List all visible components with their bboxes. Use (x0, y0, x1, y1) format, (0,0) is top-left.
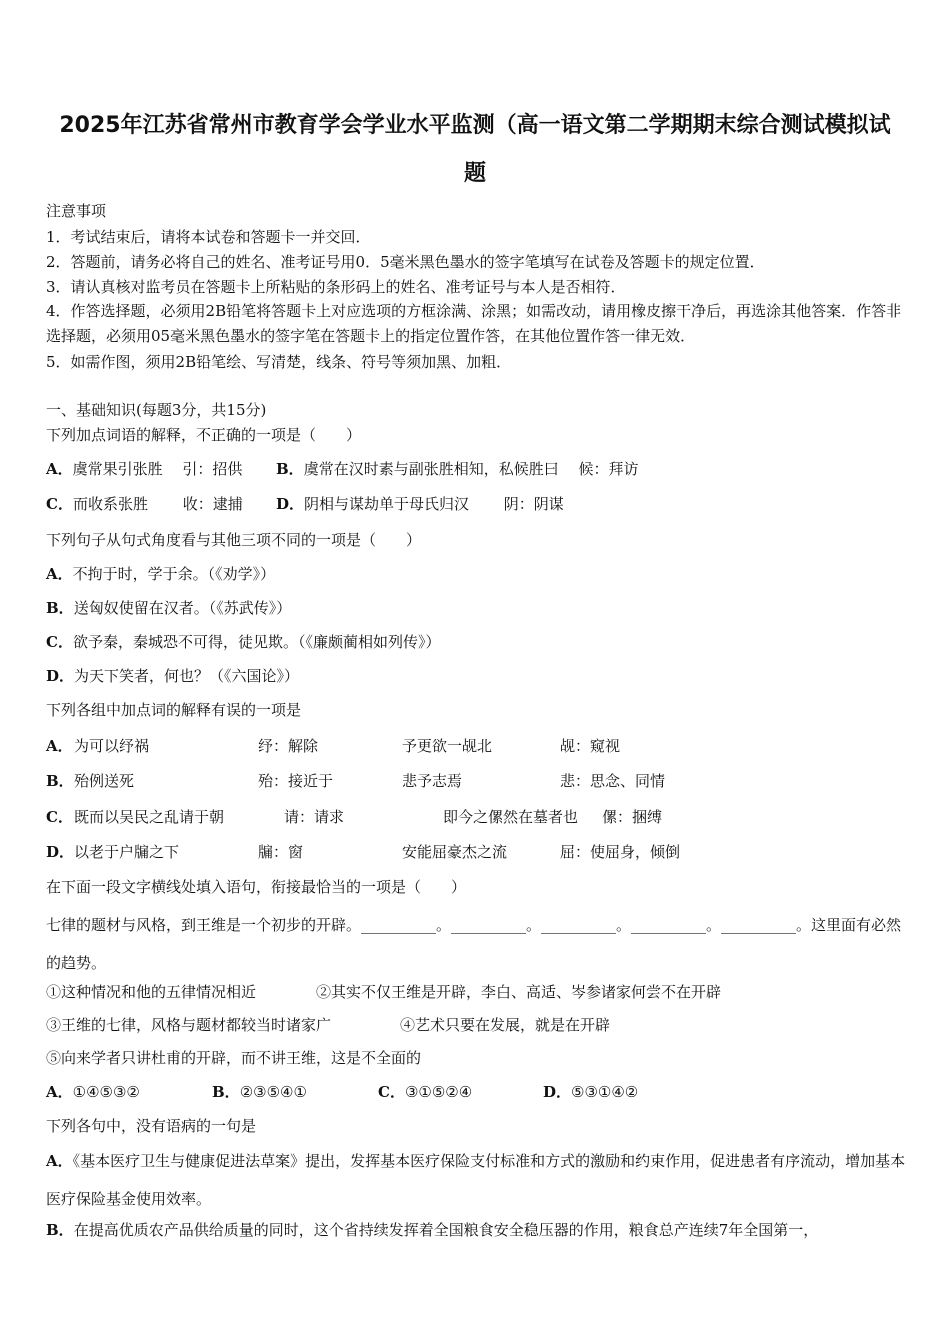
notice-item-1: 1．考试结束后，请将本试卷和答题卡一并交回． (46, 228, 371, 246)
question-3-row-d-phrase-2: 安能屈豪杰之流 (402, 843, 508, 861)
question-4-option-d (543, 1082, 638, 1102)
notice-item-5: 5．如需作图，须用2B铅笔绘、写清楚，线条、符号等须加黑、加粗． (46, 353, 512, 371)
question-4-option-a (46, 1082, 140, 1102)
option-label: A． (46, 1083, 73, 1101)
question-3-row-d-gloss-1: 牖：窗 (258, 843, 304, 861)
option-text: 不拘于时，学于余。（《劝学》） (72, 565, 276, 583)
option-label: B． (46, 599, 74, 617)
question-1-option-b (276, 459, 638, 479)
question-5-stem: 下列各句中，没有语病的一句是 (46, 1117, 257, 1135)
page-title-continued: 题 (463, 161, 486, 186)
question-4-sentence-2: ②其实不仅王维是开辟，李白、高适、岑参诸家何尝不在开辟 (316, 983, 722, 1001)
question-1-option-a (46, 459, 242, 479)
option-text: 欲予秦，秦城恐不可得，徒见欺。（《廉颇蔺相如列传》） (72, 633, 441, 651)
question-3-row-d-phrase-1: 以老于户牖之下 (74, 843, 180, 861)
option-label: D． (543, 1083, 572, 1101)
option-label: C． (46, 495, 73, 513)
option-text: 虞常在汉时素与副张胜相知，私候胜曰 候：拜访 (303, 460, 639, 478)
question-2-option-b (46, 598, 291, 618)
question-3-row-b-gloss-1: 殆：接近于 (258, 772, 334, 790)
question-4-stem: 在下面一段文字横线处填入语句，衔接最恰当的一项是（ ） (46, 878, 467, 896)
option-text: 为天下笑者，何也？（《六国论》） (74, 667, 300, 685)
question-4-sentence-1: ①这种情况和他的五律情况相近 (46, 983, 257, 1001)
option-label: D． (276, 495, 305, 513)
question-3-row-b-phrase-1: 殆例送死 (74, 772, 135, 790)
option-text: ①④⑤③② (72, 1083, 140, 1101)
option-text: ②③⑤④① (239, 1083, 307, 1101)
question-3-row-a-gloss-1: 纾：解除 (258, 737, 319, 755)
notice-item-2: 2．答题前，请务必将自己的姓名、准考证号用0．5毫米黑色墨水的签字笔填写在试卷及答题卡的规定位置． (46, 253, 765, 271)
question-3-row-c-gloss-2: 傫：捆缚 (602, 808, 663, 826)
question-3-row-a-phrase-2: 予更欲一觇北 (402, 737, 493, 755)
option-text: ③①⑤②④ (404, 1083, 473, 1101)
option-text: 《基本医疗卫生与健康促进法草案》提出，发挥基本医疗保险支付标准和方式的激励和约束作用，促进患者有序流动，增加基本医疗保险基金使用效率。 (46, 1152, 906, 1208)
question-2-option-c (46, 632, 440, 652)
question-4-sentence-3: ③王维的七律，风格与题材都较当时诸家广 (46, 1016, 332, 1034)
question-3-row-d-gloss-2: 屈：使屈身，倾倒 (560, 843, 681, 861)
question-3-row-c-phrase-2: 即今之傫然在墓者也 (443, 808, 579, 826)
option-text: ⑤③①④② (571, 1083, 639, 1101)
question-1-option-c (46, 494, 243, 514)
page-title: 2025年江苏省常州市教育学会学业水平监测（高一语文第二学期期末综合测试模拟试 (59, 113, 891, 138)
question-4-option-b (212, 1082, 307, 1102)
option-text: 阴相与谋劫单于母氏归汉 阴：阴谋 (304, 495, 564, 513)
question-1-option-d (276, 494, 564, 514)
option-label: B． (276, 460, 304, 478)
option-label: A． (46, 565, 73, 583)
question-1-stem: 下列加点词语的解释，不正确的一项是（ ） (46, 426, 362, 444)
question-3-stem: 下列各组中加点词的解释有误的一项是 (46, 701, 302, 719)
option-label: B． (46, 1221, 74, 1239)
question-3-row-c-phrase-1: 既而以吴民之乱请于朝 (74, 808, 225, 826)
question-3-row-c-label: C． (46, 808, 73, 826)
option-label: C． (378, 1083, 405, 1101)
question-2-option-a (46, 564, 275, 584)
question-3-row-c-gloss-1: 请：请求 (284, 808, 345, 826)
question-2-stem: 下列句子从句式角度看与其他三项不同的一项是（ ） (46, 531, 422, 549)
question-4-passage: 七律的题材与风格，到王维是一个初步的开辟。__________。__________。__________。__________。__________。这里面有必然的趋势。 (46, 916, 902, 972)
question-3-row-d-label: D． (46, 843, 75, 861)
question-3-row-a-label: A． (46, 737, 73, 755)
notice-item-4: 4．作答选择题，必须用2B铅笔将答题卡上对应选项的方框涂满、涂黑；如需改动，请用橡皮擦干净后，再选涂其他答案．作答非选择题，必须用05毫米黑色墨水的签字笔在答题卡上的指定位置作答，在其他位置作答一律无效． (46, 302, 902, 345)
question-5-option-a (46, 1142, 906, 1218)
option-label: A． (46, 1152, 73, 1170)
section-heading: 一、基础知识(每题3分，共15分) (46, 401, 267, 419)
option-text: 送匈奴使留在汉者。（《苏武传》） (73, 599, 292, 617)
notice-item-3: 3．请认真核对监考员在答题卡上所粘贴的条形码上的姓名、准考证号与本人是否相符． (46, 278, 626, 296)
question-4-option-c (378, 1082, 472, 1102)
option-label: C． (46, 633, 73, 651)
question-3-row-b-phrase-2: 悲予志焉 (402, 772, 463, 790)
question-2-option-d (46, 666, 299, 686)
option-text: 而收系张胜 收：逮捕 (72, 495, 243, 513)
option-label: D． (46, 667, 75, 685)
question-4-sentence-4: ④艺术只要在发展，就是在开辟 (400, 1016, 611, 1034)
option-label: A． (46, 460, 73, 478)
notice-heading: 注意事项 (46, 202, 107, 220)
option-text: 在提高优质农产品供给质量的同时，这个省持续发挥着全国粮食安全稳压器的作用，粮食总产连续7年全国第一， (73, 1221, 819, 1239)
question-3-row-b-gloss-2: 悲：思念、同情 (560, 772, 666, 790)
option-label: B． (212, 1083, 240, 1101)
question-3-row-b-label: B． (46, 772, 74, 790)
question-3-row-a-phrase-1: 为可以纾祸 (74, 737, 150, 755)
question-3-row-a-gloss-2: 觇：窥视 (560, 737, 621, 755)
question-5-option-b (46, 1220, 818, 1240)
question-4-sentence-5: ⑤向来学者只讲杜甫的开辟，而不讲王维，这是不全面的 (46, 1049, 422, 1067)
option-text: 虞常果引张胜 引：招供 (72, 460, 243, 478)
